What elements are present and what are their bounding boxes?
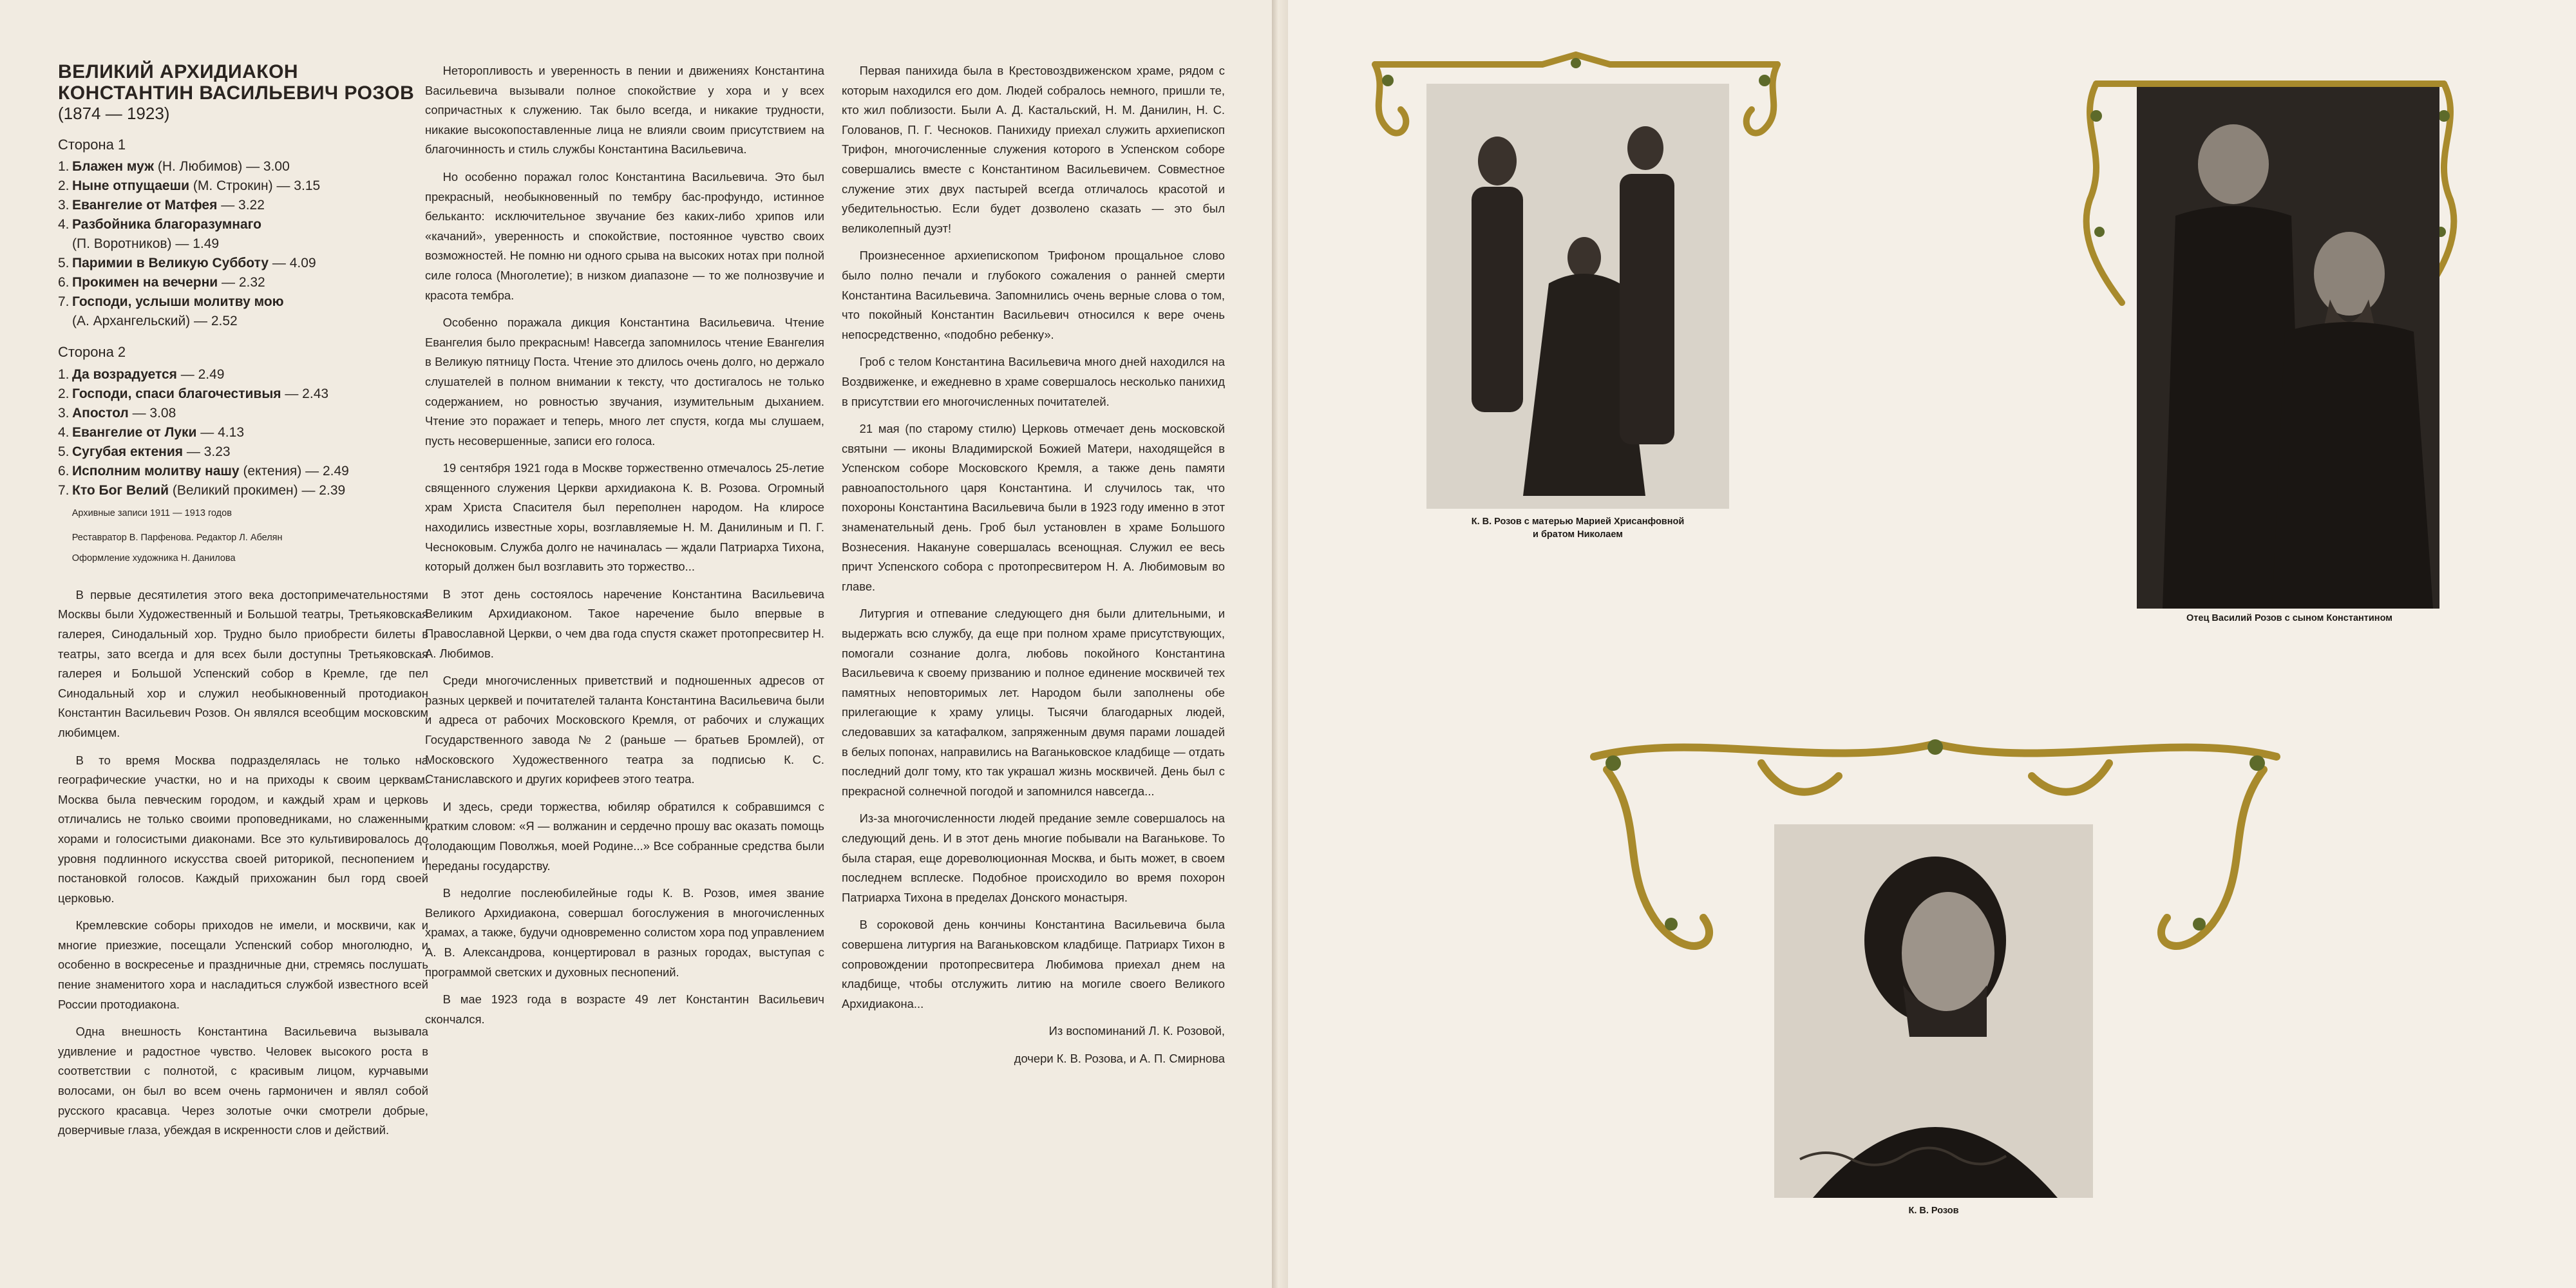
track-item: [58, 254, 428, 273]
track-title: Ныне отпущаеши: [72, 178, 189, 194]
credits-line1: Реставратор В. Парфенова. Редактор Л. Абелян: [71, 532, 283, 543]
paragraph: Одна внешность Константина Васильевича вызывала удивление и радостное чувство. Человек высокого роста в соответствии с полнотой, с красивым лицом, курчавыми волосами, он был во всем очень гармоничен и являл собой русского красавца. Через золотые очки смотрели добрые, доверчивые глаза, убеждая в искренности слов и действий.: [58, 1025, 428, 1137]
signoff-line1: Из воспоминаний Л. К. Розовой,: [1048, 1024, 1225, 1038]
track-number: 7.: [58, 294, 70, 310]
track-details: — 3.08: [128, 405, 176, 421]
credits: [58, 531, 428, 565]
archive-note: Архивные записи 1911 — 1913 годов: [71, 507, 232, 518]
column-3: [842, 61, 1225, 1077]
track-title: Евангелие от Луки: [72, 424, 197, 440]
track-item: [58, 273, 428, 292]
caption-family-line1: К. В. Розов с матерью Марией Хрисанфовной: [1471, 516, 1685, 527]
album-years: (1874 — 1923): [58, 104, 170, 123]
track-details: — 2.32: [218, 275, 265, 290]
column-1-text: [58, 585, 428, 1141]
signoff-line2: дочери К. В. Розова, и А. П. Смирнова: [1014, 1051, 1225, 1065]
track-item: [58, 481, 428, 500]
caption-portrait: К. В. Розов: [1908, 1206, 1959, 1216]
album-title-line2: КОНСТАНТИН ВАСИЛЬЕВИЧ РОЗОВ: [58, 82, 415, 104]
track-details: — 4.09: [269, 256, 316, 271]
track-number: 6.: [58, 275, 70, 290]
track-item: [58, 312, 428, 331]
track-number: 3.: [58, 405, 70, 421]
track-item: [58, 215, 428, 234]
track-title: Разбойника благоразумнаго: [72, 217, 261, 232]
track-details: (М. Строкин) — 3.15: [189, 178, 321, 194]
track-title: Евангелие от Матфея: [72, 198, 218, 213]
track-item: [58, 423, 428, 442]
paragraph: И здесь, среди торжества, юбиляр обратился к собравшимся с кратким словом: «Я — волжанин и сердечно прошу вас оказать помощь голодающим Поволжья, моей Родине...» Все собранные средства были переданы государству.: [425, 799, 824, 873]
caption-family: [1417, 515, 1739, 541]
paragraph: 19 сентября 1921 года в Москве торжественно отмечалось 25-летие священного служения Церкви архидиакона К. В. Розова. Огромный храм Христа Спасителя был переполнен народом. На клиросе находились известные хоры, возглавляемые Н. М. Данилиным и П. Г. Чесноковым. Служба долго не начиналась — ждали Патриарха Тихона, который должен был возглавить это торжество...: [425, 461, 824, 574]
paragraph: В этот день состоялось наречение Константина Васильевича Великим Архидиаконом. Такое наречение было впервые в Православной Церкви, о чем два года спустя скажет протопресвитер Н. А. Любимов.: [425, 587, 824, 660]
credits-line2: Оформление художника Н. Данилова: [71, 553, 236, 564]
track-details: — 3.23: [183, 444, 231, 459]
track-number: 7.: [58, 482, 70, 498]
side2-tracklist: [58, 365, 428, 500]
track-title: Господи, спаси благочестивыя: [72, 386, 281, 401]
paragraph: Особенно поражала дикция Константина Васильевича. Чтение Евангелия было прекрасным! Навсегда запомнилось чтение Евангелия в Великую пятницу Поста. Чтение это длилось очень долго, но держало слушателей в полном внимании к тексту, что достигалось не только содержанием, но ровностью звучания, изумительным дыханием. Чтение это поражает и теперь, много лет спустя, когда мы слушаем, пусть несовершенные, записи его голоса.: [425, 316, 824, 448]
track-title: Прокимен на вечерни: [72, 275, 218, 290]
track-title: Блажен муж: [72, 159, 155, 175]
column-1: [58, 61, 428, 1148]
track-details: (ектения) — 2.49: [239, 463, 349, 478]
track-item: [58, 157, 428, 176]
right-page: [1288, 0, 2576, 1288]
side1-tracklist: [58, 157, 428, 331]
album-title-line1: ВЕЛИКИЙ АРХИДИАКОН: [58, 61, 299, 82]
track-item: [58, 196, 428, 215]
track-details: (Н. Любимов) — 3.00: [154, 159, 290, 175]
paragraph: Но особенно поражал голос Константина Васильевича. Это был прекрасный, необыкновенный по тембру бас-профундо, истинное бельканто: исключительное звучание без каких-либо хрипов или «качаний», уверенность и спокойствие, постоянное чувство своих возможностей. Не помню ни одного срыва на высоких нотах при полной силе голоса (Многолетие); в низком диапазоне — то же полнозвучие и красота тембра.: [425, 169, 824, 302]
side1-label: Сторона 1: [58, 136, 126, 153]
track-details: — 2.49: [176, 366, 225, 382]
track-item: [58, 404, 428, 423]
caption-father-and-son: Отец Василий Розов с сыном Константином: [2186, 613, 2392, 623]
track-details: — 3.22: [217, 198, 265, 213]
paragraph: В сороковой день кончины Константина Васильевича была совершена литургия на Ваганьковском кладбище. Патриарх Тихон в сопровождении протопресвитера Любимова приехал днем на кладбище, чтобы отслужить литию на могиле своего Великого Архидиакона...: [842, 918, 1225, 1010]
track-number: 1.: [58, 159, 70, 175]
paragraph: Первая панихида была в Крестовоздвиженском храме, рядом с которым находился его дом. Людей собралось немного, пришли те, кто жил поблизости. Были А. Д. Кастальский, Н. М. Данилин, Н. С. Голованов, П. Г. Чесноков. Панихиду приехал служить архиепископ Трифон, многочисленные служения которого в Успенском соборе совершались вместе с Константином Васильевичем. Совместное служение этих двух пастырей всегда отличалось красотой и убедительностью. Если будет дозволено сказать — это был великолепный дуэт!: [842, 64, 1225, 235]
track-number: 1.: [58, 366, 70, 382]
track-details: (А. Архангельский) — 2.52: [72, 314, 238, 329]
track-item: [58, 462, 428, 481]
side2-label: Сторона 2: [58, 344, 126, 361]
track-number: 3.: [58, 198, 70, 213]
paragraph: Гроб с телом Константина Васильевича много дней находился на Воздвиженке, и ежедневно в храме совершалось несколько панихид в присутствии его многочисленных почитателей.: [842, 355, 1225, 408]
track-item: [58, 176, 428, 196]
left-page: [0, 0, 1272, 1288]
track-number: 4.: [58, 424, 70, 440]
track-item: [58, 442, 428, 462]
track-number: 6.: [58, 463, 70, 478]
paragraph: В недолгие послеюбилейные годы К. В. Розов, имея звание Великого Архидиакона, совершал богослужения в многочисленных храмах, а также, будучи одновременно солистом хора под управлением А. В. Александрова, концертировал в разных городах, выступая с программой светских и духовных песнопений.: [425, 886, 824, 979]
track-title: Паримии в Великую Субботу: [72, 256, 269, 271]
track-title: Да возрадуется: [72, 366, 177, 382]
track-details: — 4.13: [196, 424, 244, 440]
paragraph: Среди многочисленных приветствий и подношенных адресов от разных церквей и почитателей таланта Константина Васильевича были и адреса от рабочих Московского Кремля, от рабочих и служащих Государственного завода № 2 (раньше — братьев Бромлей), от Московского Художественного театра за подписью К. С. Станиславского и других корифеев этого театра.: [425, 674, 824, 786]
paragraph: В первые десятилетия этого века достопримечательностями Москвы были Художественный и Большой театры, Третьяковская галерея, Синодальный хор. Трудно было приобрести билеты в театры, зато всегда и для всех были доступны Третьяковская галерея и Большой Успенский собор в Кремле, где пел Синодальный хор и служил необыкновенный протодиакон Константин Васильевич Розов. Он являлся всеобщим московским любимцем.: [58, 587, 428, 739]
paragraph: 21 мая (по старому стилю) Церковь отмечает день московской святыни — иконы Владимирской Божией Матери, находящейся в Успенском соборе Московского Кремля, а также день памяти равноапостольного царя Константина. И случилось так, что похороны Константина Васильевича были в 1923 году именно в этот знаменательный день. Гроб был установлен в храме Большого Вознесения. Накануне совершалась всенощная. Служил ее весь причт Успенского собора с протопресвитером Н. А. Любимовым во главе.: [842, 422, 1225, 593]
track-title: Господи, услыши молитву мою: [72, 294, 284, 310]
track-number: 5.: [58, 444, 70, 459]
page-fold: [1272, 0, 1288, 1288]
track-item: [58, 292, 428, 312]
track-number: 4.: [58, 217, 70, 232]
paragraph: Из-за многочисленности людей предание земле совершалось на следующий день. И в этот день многие побывали на Ваганькове. То была старая, еще дореволюционная Москва, и быть может, в своем последнем всплеске. Подобное происходило во время похорон Патриарха Тихона в пределах Донского монастыря.: [842, 811, 1225, 904]
paragraph: В то время Москва подразделялась не только на географические участки, но и на приходы к своим церквам. Москва была певческим городом, и каждый храм и церковь отличались не только своими проповедниками, но слаженными хорами и голосистыми диаконами. Все это культивировалось до уровня подлинного искусства своей риторикой, песнопением и постановкой голосов. Каждый прихожанин был горд своей церковью.: [58, 753, 428, 905]
track-title: Апостол: [72, 405, 129, 421]
track-item: [58, 365, 428, 384]
track-title: Кто Бог Велий: [72, 482, 169, 498]
track-number: 2.: [58, 386, 70, 401]
column-2: [425, 61, 824, 1037]
track-item: [58, 384, 428, 404]
photo-father-and-son: [2137, 87, 2439, 609]
paragraph: Кремлевские соборы приходов не имели, и москвичи, как и многие приезжие, посещали Успенский собор многолюдно, и особенно в воскресенье и праздничные дни, стремясь послушать пение знаменитого хора и насладиться службой известного всей России протодиакона.: [58, 918, 428, 1011]
track-details: — 2.43: [281, 386, 329, 401]
track-number: 5.: [58, 256, 70, 271]
track-item: [58, 234, 428, 254]
track-details: (Великий прокимен) — 2.39: [169, 482, 346, 498]
track-title: Сугубая ектения: [72, 444, 184, 459]
photo-portrait: [1774, 824, 2093, 1198]
paragraph: В мае 1923 года в возрасте 49 лет Константин Васильевич скончался.: [425, 992, 824, 1026]
photo-family: [1426, 84, 1729, 509]
paragraph: Неторопливость и уверенность в пении и движениях Константина Васильевича вызывали полное спокойствие у хора и у всех сопричастных к служению. Так было всегда, и никакие трудности, никакие высокопоставленные лица не влияли своим присутствием на благочинность и стиль службы Константина Васильевича.: [425, 64, 824, 156]
track-number: 2.: [58, 178, 70, 194]
caption-family-line2: и братом Николаем: [1533, 529, 1623, 540]
track-details: (П. Воротников) — 1.49: [72, 236, 220, 252]
paragraph: Произнесенное архиепископом Трифоном прощальное слово было полно печали и глубокого сожаления о ранней смерти Константина Васильевича. Запомнились очень верные слова о том, что покойный Константин Васильевич относился к вере очень непосредственно, «подобно ребенку».: [842, 249, 1225, 341]
track-title: Исполним молитву нашу: [72, 463, 240, 478]
paragraph: Литургия и отпевание следующего дня были длительными, и выдержать всю службу, да еще при полном храме присутствующих, помогали сознание долга, любовь покойного Константина Васильевича к своему призванию и полное единение москвичей тех памятных неповторимых лет. Народом были заполнены обе прилегающие к храму улицы. Тысячи благодарных людей, следовавших за катафалком, запряженным двумя парами лошадей в белых попонах, направились на Ваганьковское кладбище — отдать последний долг тому, кто так украшал жизнь москвичей. День был с прекрасной солнечной погодой и запомнился навсегда...: [842, 607, 1226, 798]
